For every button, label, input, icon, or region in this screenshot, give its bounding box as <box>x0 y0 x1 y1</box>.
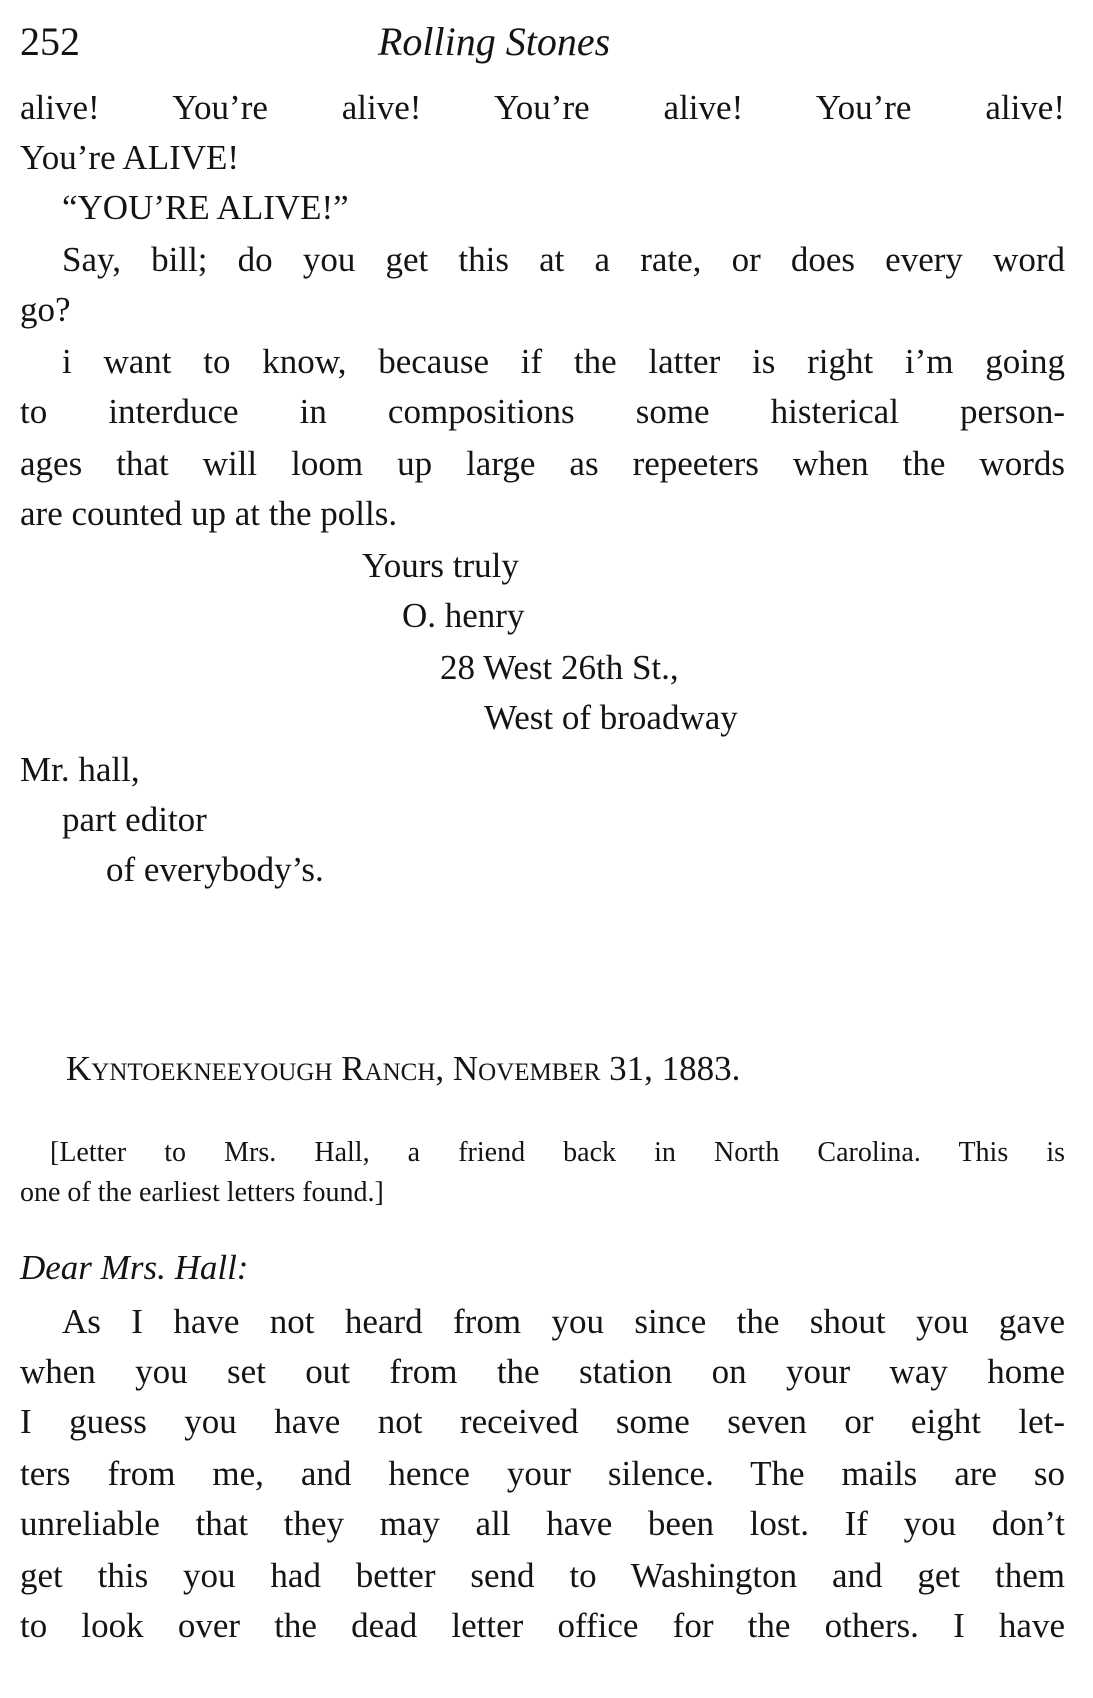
letter-line-3: I guess you have not received some seven or eight let- <box>20 1402 1065 1441</box>
address-line-1: 28 West 26th St., <box>440 648 679 687</box>
letter-line-2: when you set out from the station on your way home <box>20 1352 1065 1391</box>
letter-dateline: Kyntoekneeyough Ranch, November 31, 1883. <box>66 1049 741 1088</box>
addressee-line-3: of everybody’s. <box>106 850 324 889</box>
body-line-2: You’re ALIVE! <box>20 138 240 177</box>
signature: O. henry <box>402 596 525 635</box>
body-line-7: to interduce in compositions some histerical person- <box>20 392 1065 431</box>
body-line-4: Say, bill; do you get this at a rate, or does every word <box>62 240 1065 279</box>
body-line-8: ages that will loom up large as repeeters when the words <box>20 444 1065 483</box>
editorial-note-line-2: one of the earliest letters found.] <box>20 1177 384 1208</box>
letter-line-5: unreliable that they may all have been lost. If you don’t <box>20 1504 1065 1543</box>
letter-line-6: get this you had better send to Washington and get them <box>20 1556 1065 1595</box>
letter-line-7: to look over the dead letter office for the others. I have <box>20 1606 1065 1645</box>
page-number: 252 <box>20 19 80 64</box>
letter-line-1: As I have not heard from you since the shout you gave <box>62 1302 1065 1341</box>
letter-line-4: ters from me, and hence your silence. The mails are so <box>20 1454 1065 1493</box>
body-line-5: go? <box>20 290 71 329</box>
body-line-3: “YOU’RE ALIVE!” <box>62 188 349 227</box>
salutation: Dear Mrs. Hall: <box>20 1248 249 1287</box>
addressee-line-2: part editor <box>62 800 207 839</box>
address-line-2: West of broadway <box>484 698 738 737</box>
addressee-line-1: Mr. hall, <box>20 750 140 789</box>
editorial-note-line-1: [Letter to Mrs. Hall, a friend back in North Carolina. This is <box>50 1137 1065 1168</box>
running-title: Rolling Stones <box>378 19 611 64</box>
body-line-9: are counted up at the polls. <box>20 494 398 533</box>
body-line-1: alive! You’re alive! You’re alive! You’re alive! <box>20 88 1065 127</box>
complimentary-close: Yours truly <box>362 546 519 585</box>
page-header <box>20 14 1065 74</box>
body-line-6: i want to know, because if the latter is right i’m going <box>62 342 1065 381</box>
